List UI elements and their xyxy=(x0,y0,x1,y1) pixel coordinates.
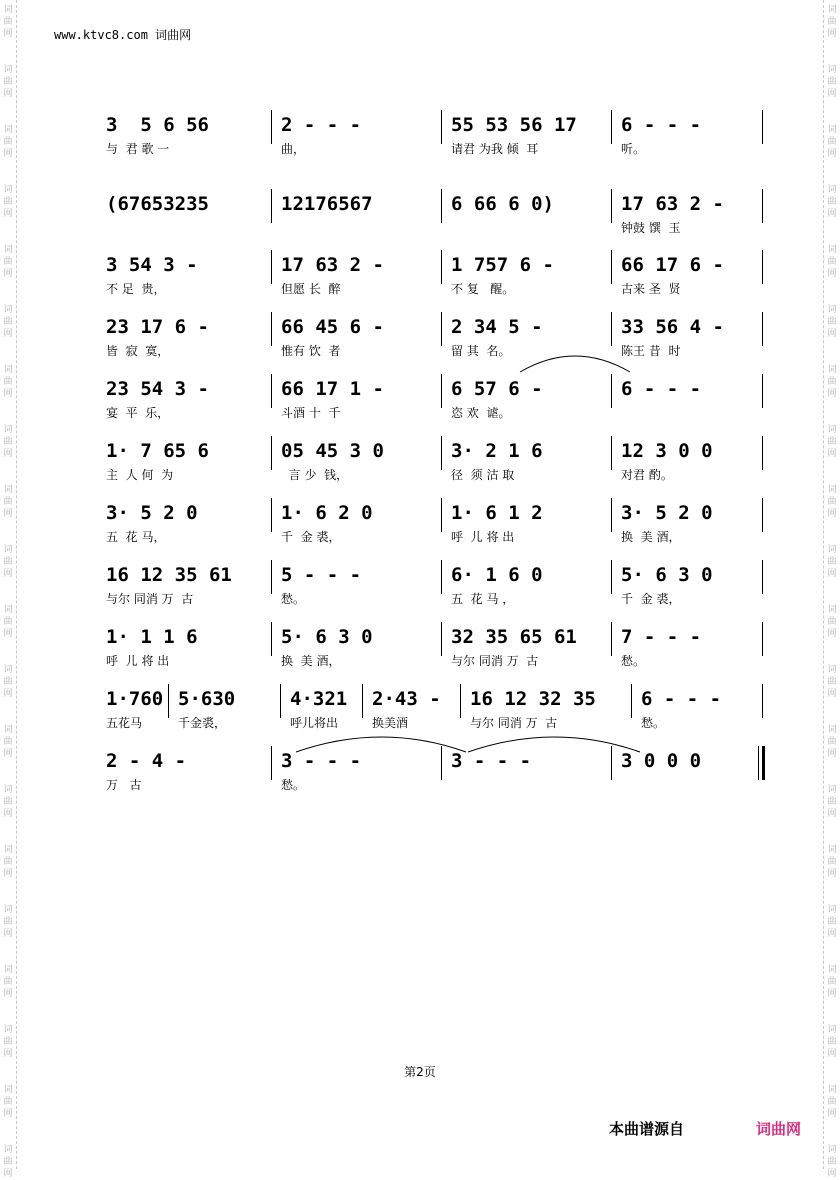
bar-line xyxy=(271,189,272,223)
bar-line xyxy=(611,250,612,284)
watermark-text: 词 曲 网 xyxy=(827,425,837,459)
measure-notes: 1· 6 1 2 xyxy=(451,502,543,524)
measure-notes: 2 34 5 - xyxy=(451,316,543,338)
watermark-text: 词 曲 网 xyxy=(3,905,13,939)
measure xyxy=(275,498,441,560)
measure xyxy=(100,622,270,684)
measure-lyrics: 皆 寂 寞， xyxy=(106,344,170,358)
bar-line xyxy=(271,746,272,780)
bar-line xyxy=(441,498,442,532)
final-bar-line xyxy=(762,746,765,780)
bar-line xyxy=(271,436,272,470)
measure-notes: 5·630 xyxy=(178,688,236,710)
score-row xyxy=(100,436,765,498)
measure xyxy=(445,312,611,374)
site-header[interactable] xyxy=(54,26,191,43)
measure-notes: 1 757 6 - xyxy=(451,254,554,276)
watermark-text: 词 曲 网 xyxy=(827,905,837,939)
bar-line xyxy=(758,746,759,780)
watermark-text: 词 曲 网 xyxy=(827,785,837,819)
watermark-text: 词 曲 网 xyxy=(3,665,13,699)
measure-notes: 23 17 6 - xyxy=(106,316,209,338)
measure-notes: 6 - - - xyxy=(621,378,702,400)
measure xyxy=(615,250,765,312)
measure-lyrics: 听。 xyxy=(621,142,646,156)
bar-line xyxy=(271,110,272,144)
measure-lyrics: 愁。 xyxy=(281,778,306,792)
bar-line xyxy=(611,110,612,144)
measure-lyrics: 与尔 同消 万 古 xyxy=(470,716,558,730)
watermark-text: 词 曲 网 xyxy=(3,725,13,759)
measure xyxy=(445,498,611,560)
bar-line xyxy=(631,684,632,718)
watermark-text: 词 曲 网 xyxy=(3,305,13,339)
measure-lyrics: 与尔 同消 万 古 xyxy=(451,654,539,668)
measure xyxy=(445,560,611,622)
measure-lyrics: 万 古 xyxy=(106,778,142,792)
bar-line xyxy=(441,622,442,656)
measure xyxy=(445,622,611,684)
measure-notes: 5· 6 3 0 xyxy=(281,626,373,648)
bar-line xyxy=(441,560,442,594)
bar-line xyxy=(611,189,612,223)
watermark-text: 词 曲 网 xyxy=(827,245,837,279)
measure-lyrics: 千 金 裘， xyxy=(621,592,681,606)
measure xyxy=(100,684,170,746)
measure-notes: 32 35 65 61 xyxy=(451,626,577,648)
measure-notes: 3· 5 2 0 xyxy=(106,502,198,524)
measure-lyrics: 古来 圣 贤 xyxy=(621,282,681,296)
measure xyxy=(615,189,765,251)
watermark-text: 词 曲 网 xyxy=(827,845,837,879)
bar-line xyxy=(441,250,442,284)
measure-notes: 23 54 3 - xyxy=(106,378,209,400)
watermark-text: 词 曲 网 xyxy=(827,1085,837,1119)
measure xyxy=(284,684,364,746)
bar-line xyxy=(762,189,763,223)
measure-lyrics: 千 金 裘， xyxy=(281,530,341,544)
bar-line xyxy=(168,684,169,718)
measure-lyrics: 愁。 xyxy=(641,716,666,730)
measure-notes: 05 45 3 0 xyxy=(281,440,384,462)
measure-notes: 12 3 0 0 xyxy=(621,440,713,462)
measure-notes: 3 - - - xyxy=(451,750,532,772)
measure-lyrics: 与尔 同消 万 古 xyxy=(106,592,194,606)
measure xyxy=(100,436,270,498)
measure-lyrics: 斗酒 十 千 xyxy=(281,406,341,420)
measure-notes: 66 17 6 - xyxy=(621,254,724,276)
watermark-text: 词 曲 网 xyxy=(3,185,13,219)
measure xyxy=(445,374,611,436)
measure xyxy=(275,374,441,436)
score-row xyxy=(100,110,765,172)
bar-line xyxy=(611,746,612,780)
bar-line xyxy=(611,622,612,656)
score-row xyxy=(100,189,765,251)
footer-brand[interactable]: 词曲网 xyxy=(756,1120,802,1138)
bar-line xyxy=(762,560,763,594)
watermark-text: 词 曲 网 xyxy=(3,425,13,459)
measure xyxy=(445,436,611,498)
score-row xyxy=(100,746,765,808)
bar-line xyxy=(441,312,442,346)
measure-lyrics: 宴 平 乐， xyxy=(106,406,170,420)
watermark-text: 词 曲 网 xyxy=(827,485,837,519)
measure xyxy=(615,498,765,560)
measure-lyrics: 言 少 钱， xyxy=(281,468,349,482)
measure xyxy=(100,374,270,436)
measure xyxy=(615,374,765,436)
measure-notes: 3· 5 2 0 xyxy=(621,502,713,524)
measure xyxy=(275,312,441,374)
score-row xyxy=(100,498,765,560)
bar-line xyxy=(271,560,272,594)
measure xyxy=(615,560,765,622)
measure-notes: 6 57 6 - xyxy=(451,378,543,400)
measure-notes: 55 53 56 17 xyxy=(451,114,577,136)
measure xyxy=(445,250,611,312)
watermark-text: 词 曲 网 xyxy=(827,725,837,759)
bar-line xyxy=(762,250,763,284)
measure-lyrics: 不 复 醒。 xyxy=(451,282,515,296)
measure-notes: 12176567 xyxy=(281,193,373,215)
left-watermark-strip xyxy=(0,0,17,1179)
measure xyxy=(275,436,441,498)
measure xyxy=(275,250,441,312)
measure xyxy=(445,189,611,251)
measure-lyrics: 愁。 xyxy=(621,654,646,668)
bar-line xyxy=(362,684,363,718)
measure xyxy=(615,746,765,808)
measure-notes: 1· 7 65 6 xyxy=(106,440,209,462)
measure-lyrics: 呼儿将出 xyxy=(290,716,339,730)
measure-notes: 1· 1 1 6 xyxy=(106,626,198,648)
watermark-text: 词 曲 网 xyxy=(827,185,837,219)
measure-notes: 2 - - - xyxy=(281,114,362,136)
watermark-text: 词 曲 网 xyxy=(827,365,837,399)
measure xyxy=(100,560,270,622)
bar-line xyxy=(611,498,612,532)
watermark-text: 词 曲 网 xyxy=(827,1145,837,1179)
watermark-text: 词 曲 网 xyxy=(3,485,13,519)
bar-line xyxy=(441,189,442,223)
bar-line xyxy=(441,746,442,780)
measure-lyrics: 五 花 马， xyxy=(106,530,166,544)
measure-lyrics: 与 君 歌 一 xyxy=(106,142,170,156)
score-row xyxy=(100,312,765,374)
measure-lyrics: 五花马 xyxy=(106,716,143,730)
watermark-text: 词 曲 网 xyxy=(3,5,13,39)
watermark-text: 词 曲 网 xyxy=(3,65,13,99)
measure-notes: 66 17 1 - xyxy=(281,378,384,400)
measure xyxy=(445,746,611,808)
watermark-text: 词 曲 网 xyxy=(3,605,13,639)
right-watermark-strip xyxy=(823,0,840,1179)
bar-line xyxy=(441,110,442,144)
measure xyxy=(615,312,765,374)
watermark-text: 词 曲 网 xyxy=(827,305,837,339)
measure-lyrics: 留 其 名。 xyxy=(451,344,511,358)
measure-notes: 3 5 6 56 xyxy=(106,114,209,136)
measure-notes: 6· 1 6 0 xyxy=(451,564,543,586)
measure xyxy=(100,110,270,172)
bar-line xyxy=(460,684,461,718)
score-row xyxy=(100,374,765,436)
watermark-text: 词 曲 网 xyxy=(827,5,837,39)
page-number: 第2页 xyxy=(404,1065,436,1079)
measure-lyrics: 换美酒 xyxy=(372,716,409,730)
bar-line xyxy=(280,684,281,718)
watermark-text: 词 曲 网 xyxy=(3,1025,13,1059)
site-url[interactable]: www.ktvc8.com xyxy=(54,28,148,42)
bar-line xyxy=(762,436,763,470)
watermark-text: 词 曲 网 xyxy=(3,845,13,879)
bar-line xyxy=(762,312,763,346)
bar-line xyxy=(441,374,442,408)
measure-notes: 2 - 4 - xyxy=(106,750,187,772)
measure-notes: 33 56 4 - xyxy=(621,316,724,338)
score-row xyxy=(100,622,765,684)
bar-line xyxy=(762,374,763,408)
measure-notes: 7 - - - xyxy=(621,626,702,648)
measure xyxy=(100,498,270,560)
measure-lyrics: 钟鼓 馔 玉 xyxy=(621,221,681,235)
watermark-text: 词 曲 网 xyxy=(827,125,837,159)
measure-lyrics: 不 足 贵， xyxy=(106,282,166,296)
measure-lyrics: 但愿 长 醉 xyxy=(281,282,341,296)
measure xyxy=(445,110,611,172)
measure xyxy=(275,622,441,684)
watermark-text: 词 曲 网 xyxy=(827,605,837,639)
measure-notes: 6 66 6 0) xyxy=(451,193,554,215)
measure-lyrics: 曲， xyxy=(281,142,306,156)
bar-line xyxy=(271,622,272,656)
measure xyxy=(615,110,765,172)
measure-notes: 6 - - - xyxy=(621,114,702,136)
measure xyxy=(275,560,441,622)
measure-notes: 16 12 35 61 xyxy=(106,564,232,586)
bar-line xyxy=(271,250,272,284)
measure-lyrics: 换 美 酒， xyxy=(281,654,341,668)
measure-lyrics: 换 美 酒， xyxy=(621,530,681,544)
measure-notes: 2·43 - xyxy=(372,688,441,710)
watermark-text: 词 曲 网 xyxy=(3,125,13,159)
measure-notes: 5 - - - xyxy=(281,564,362,586)
bar-line xyxy=(271,374,272,408)
measure-notes: 16 12 32 35 xyxy=(470,688,596,710)
site-name: 词曲网 xyxy=(155,28,192,42)
bar-line xyxy=(762,622,763,656)
measure-lyrics: 惟有 饮 者 xyxy=(281,344,341,358)
measure xyxy=(100,746,270,808)
measure-notes: 1·760 xyxy=(106,688,164,710)
bar-line xyxy=(611,436,612,470)
measure-notes: 17 63 2 - xyxy=(281,254,384,276)
watermark-text: 词 曲 网 xyxy=(3,245,13,279)
measure xyxy=(100,312,270,374)
measure-lyrics: 千金裘， xyxy=(178,716,227,730)
measure-notes: 66 45 6 - xyxy=(281,316,384,338)
measure-notes: 3 0 0 0 xyxy=(621,750,702,772)
measure xyxy=(366,684,452,746)
measure-lyrics: 愁。 xyxy=(281,592,306,606)
watermark-text: 词 曲 网 xyxy=(827,1025,837,1059)
watermark-text: 词 曲 网 xyxy=(827,965,837,999)
measure-notes: 17 63 2 - xyxy=(621,193,724,215)
score-row xyxy=(100,684,765,746)
bar-line xyxy=(441,436,442,470)
watermark-text: 词 曲 网 xyxy=(827,545,837,579)
measure-notes: 5· 6 3 0 xyxy=(621,564,713,586)
measure xyxy=(172,684,280,746)
measure-notes: 1· 6 2 0 xyxy=(281,502,373,524)
measure-lyrics: 径 须 沽 取 xyxy=(451,468,515,482)
bar-line xyxy=(762,684,763,718)
watermark-text: 词 曲 网 xyxy=(3,1085,13,1119)
measure xyxy=(275,110,441,172)
footer-source-label: 本曲谱源自 xyxy=(609,1120,685,1138)
bar-line xyxy=(611,374,612,408)
measure-notes: 3 - - - xyxy=(281,750,362,772)
measure-notes: 4·321 xyxy=(290,688,348,710)
watermark-text: 词 曲 网 xyxy=(3,1145,13,1179)
measure-notes: 3 54 3 - xyxy=(106,254,198,276)
measure-notes: (67653235 xyxy=(106,193,209,215)
bar-line xyxy=(271,312,272,346)
watermark-text: 词 曲 网 xyxy=(3,365,13,399)
measure-lyrics: 呼 儿 将 出 xyxy=(451,530,515,544)
measure-lyrics: 五 花 马 ， xyxy=(451,592,515,606)
measure-lyrics: 陈王 昔 时 xyxy=(621,344,681,358)
measure-notes: 6 - - - xyxy=(641,688,722,710)
measure xyxy=(100,250,270,312)
measure-lyrics: 呼 儿 将 出 xyxy=(106,654,170,668)
measure xyxy=(464,684,630,746)
bar-line xyxy=(611,560,612,594)
measure xyxy=(615,436,765,498)
measure-lyrics: 主 人 何 为 xyxy=(106,468,174,482)
bar-line xyxy=(762,110,763,144)
measure xyxy=(275,189,441,251)
watermark-text: 词 曲 网 xyxy=(827,65,837,99)
bar-line xyxy=(762,498,763,532)
bar-line xyxy=(271,498,272,532)
score-row xyxy=(100,560,765,622)
measure xyxy=(100,189,270,251)
measure-notes: 3· 2 1 6 xyxy=(451,440,543,462)
measure-lyrics: 对君 酌。 xyxy=(621,468,673,482)
measure xyxy=(275,746,441,808)
measure xyxy=(615,622,765,684)
score-row xyxy=(100,250,765,312)
watermark-text: 词 曲 网 xyxy=(3,545,13,579)
measure-lyrics: 请君 为我 倾 耳 xyxy=(451,142,539,156)
bar-line xyxy=(611,312,612,346)
watermark-text: 词 曲 网 xyxy=(827,665,837,699)
watermark-text: 词 曲 网 xyxy=(3,965,13,999)
watermark-text: 词 曲 网 xyxy=(3,785,13,819)
measure-lyrics: 恣 欢 谑。 xyxy=(451,406,511,420)
